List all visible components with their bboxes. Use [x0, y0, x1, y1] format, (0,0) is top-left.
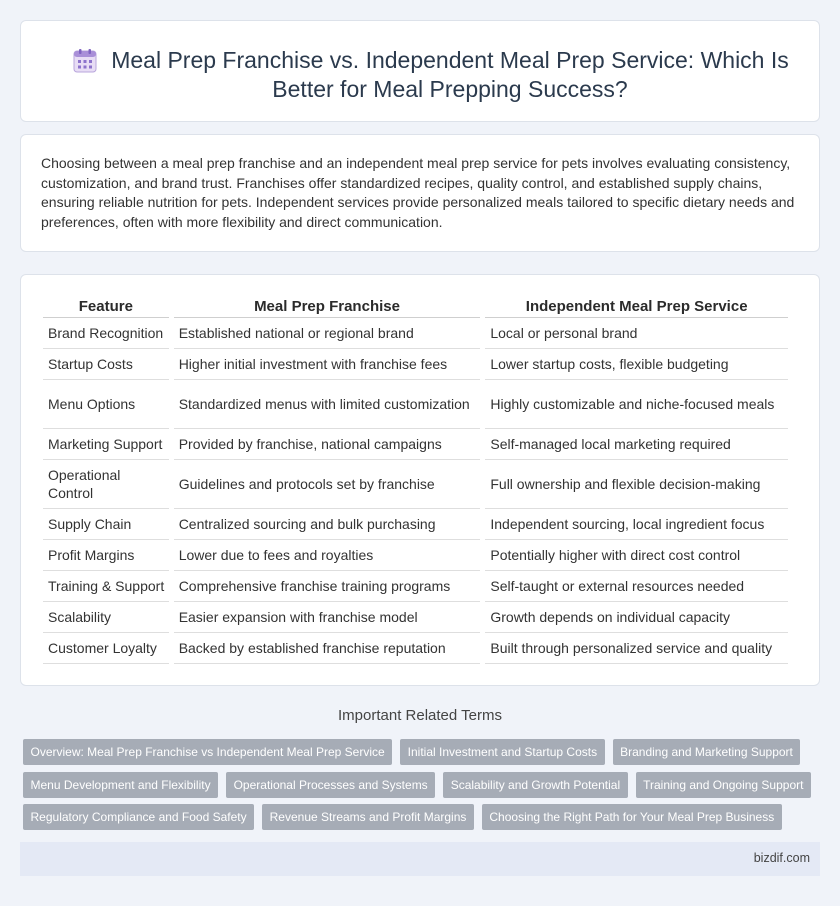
table-cell-franchise: Established national or regional brand	[174, 318, 481, 349]
table-cell-franchise: Easier expansion with franchise model	[174, 602, 481, 633]
intro-card	[20, 134, 820, 252]
comparison-table	[38, 296, 793, 664]
title-card	[20, 20, 820, 122]
related-term-tag[interactable]: Branding and Marketing Support	[613, 739, 801, 765]
intro-paragraph: Choosing between a meal prep franchise and an independent meal prep service for pets involves evaluating consistency, customization, and brand trust. Franchises offer standardized recipes, quality control, and established supply chains, ensuring reliable nutrition for pets. Independent services provide personalized meals tailored to specific dietary needs and preferences, often with more flexibility and direct communication.	[41, 155, 795, 230]
column-header-independent: Independent Meal Prep Service	[485, 296, 788, 318]
table-cell-feature: Menu Options	[43, 380, 169, 429]
related-terms-list	[23, 739, 823, 837]
footer-bar	[20, 842, 820, 876]
related-term-tag[interactable]: Choosing the Right Path for Your Meal Prep Business	[482, 804, 782, 830]
table-cell-independent: Self-managed local marketing required	[485, 429, 788, 460]
table-cell-feature: Brand Recognition	[43, 318, 169, 349]
table-row	[43, 460, 788, 509]
table-cell-independent: Highly customizable and niche-focused meals	[485, 380, 788, 429]
related-term-tag[interactable]: Overview: Meal Prep Franchise vs Independent Meal Prep Service	[23, 739, 392, 765]
table-cell-independent: Built through personalized service and quality	[485, 633, 788, 664]
tag-row	[23, 772, 823, 798]
related-terms-heading: Important Related Terms	[338, 707, 502, 724]
table-cell-independent: Lower startup costs, flexible budgeting	[485, 349, 788, 380]
table-cell-franchise: Standardized menus with limited customization	[174, 380, 481, 429]
table-row	[43, 509, 788, 540]
table-cell-franchise: Provided by franchise, national campaigns	[174, 429, 481, 460]
table-cell-franchise: Backed by established franchise reputation	[174, 633, 481, 664]
site-link[interactable]: bizdif.com	[753, 851, 810, 865]
column-header-franchise: Meal Prep Franchise	[174, 296, 481, 318]
tag-row	[23, 804, 823, 830]
table-cell-franchise: Comprehensive franchise training programs	[174, 571, 481, 602]
related-term-tag[interactable]: Scalability and Growth Potential	[443, 772, 627, 798]
table-cell-franchise: Guidelines and protocols set by franchise	[174, 460, 481, 509]
table-row	[43, 318, 788, 349]
table-cell-feature: Training & Support	[43, 571, 169, 602]
table-cell-independent: Full ownership and flexible decision-making	[485, 460, 788, 509]
table-cell-feature: Marketing Support	[43, 429, 169, 460]
table-cell-feature: Scalability	[43, 602, 169, 633]
table-cell-franchise: Lower due to fees and royalties	[174, 540, 481, 571]
table-cell-independent: Independent sourcing, local ingredient focus	[485, 509, 788, 540]
related-term-tag[interactable]: Menu Development and Flexibility	[23, 772, 218, 798]
table-cell-feature: Operational Control	[43, 460, 169, 509]
table-row	[43, 571, 788, 602]
table-row	[43, 540, 788, 571]
table-cell-independent: Local or personal brand	[485, 318, 788, 349]
page-title: Meal Prep Franchise vs. Independent Meal Prep Service: Which Is Better for Meal Prepping Success?	[111, 47, 789, 102]
table-row	[43, 380, 788, 429]
table-cell-independent: Potentially higher with direct cost control	[485, 540, 788, 571]
table-cell-franchise: Centralized sourcing and bulk purchasing	[174, 509, 481, 540]
related-term-tag[interactable]: Initial Investment and Startup Costs	[400, 739, 604, 765]
table-row	[43, 429, 788, 460]
column-header-feature: Feature	[43, 296, 169, 318]
table-cell-feature: Supply Chain	[43, 509, 169, 540]
related-term-tag[interactable]: Training and Ongoing Support	[636, 772, 811, 798]
related-term-tag[interactable]: Revenue Streams and Profit Margins	[262, 804, 474, 830]
table-row	[43, 633, 788, 664]
comparison-card	[20, 274, 820, 686]
related-term-tag[interactable]: Operational Processes and Systems	[226, 772, 435, 798]
tag-row	[23, 739, 823, 765]
table-cell-feature: Startup Costs	[43, 349, 169, 380]
table-cell-franchise: Higher initial investment with franchise fees	[174, 349, 481, 380]
table-row	[43, 602, 788, 633]
table-header-row	[43, 296, 788, 318]
table-row	[43, 349, 788, 380]
table-cell-feature: Customer Loyalty	[43, 633, 169, 664]
table-cell-independent: Self-taught or external resources needed	[485, 571, 788, 602]
table-cell-feature: Profit Margins	[43, 540, 169, 571]
related-term-tag[interactable]: Regulatory Compliance and Food Safety	[23, 804, 254, 830]
table-cell-independent: Growth depends on individual capacity	[485, 602, 788, 633]
